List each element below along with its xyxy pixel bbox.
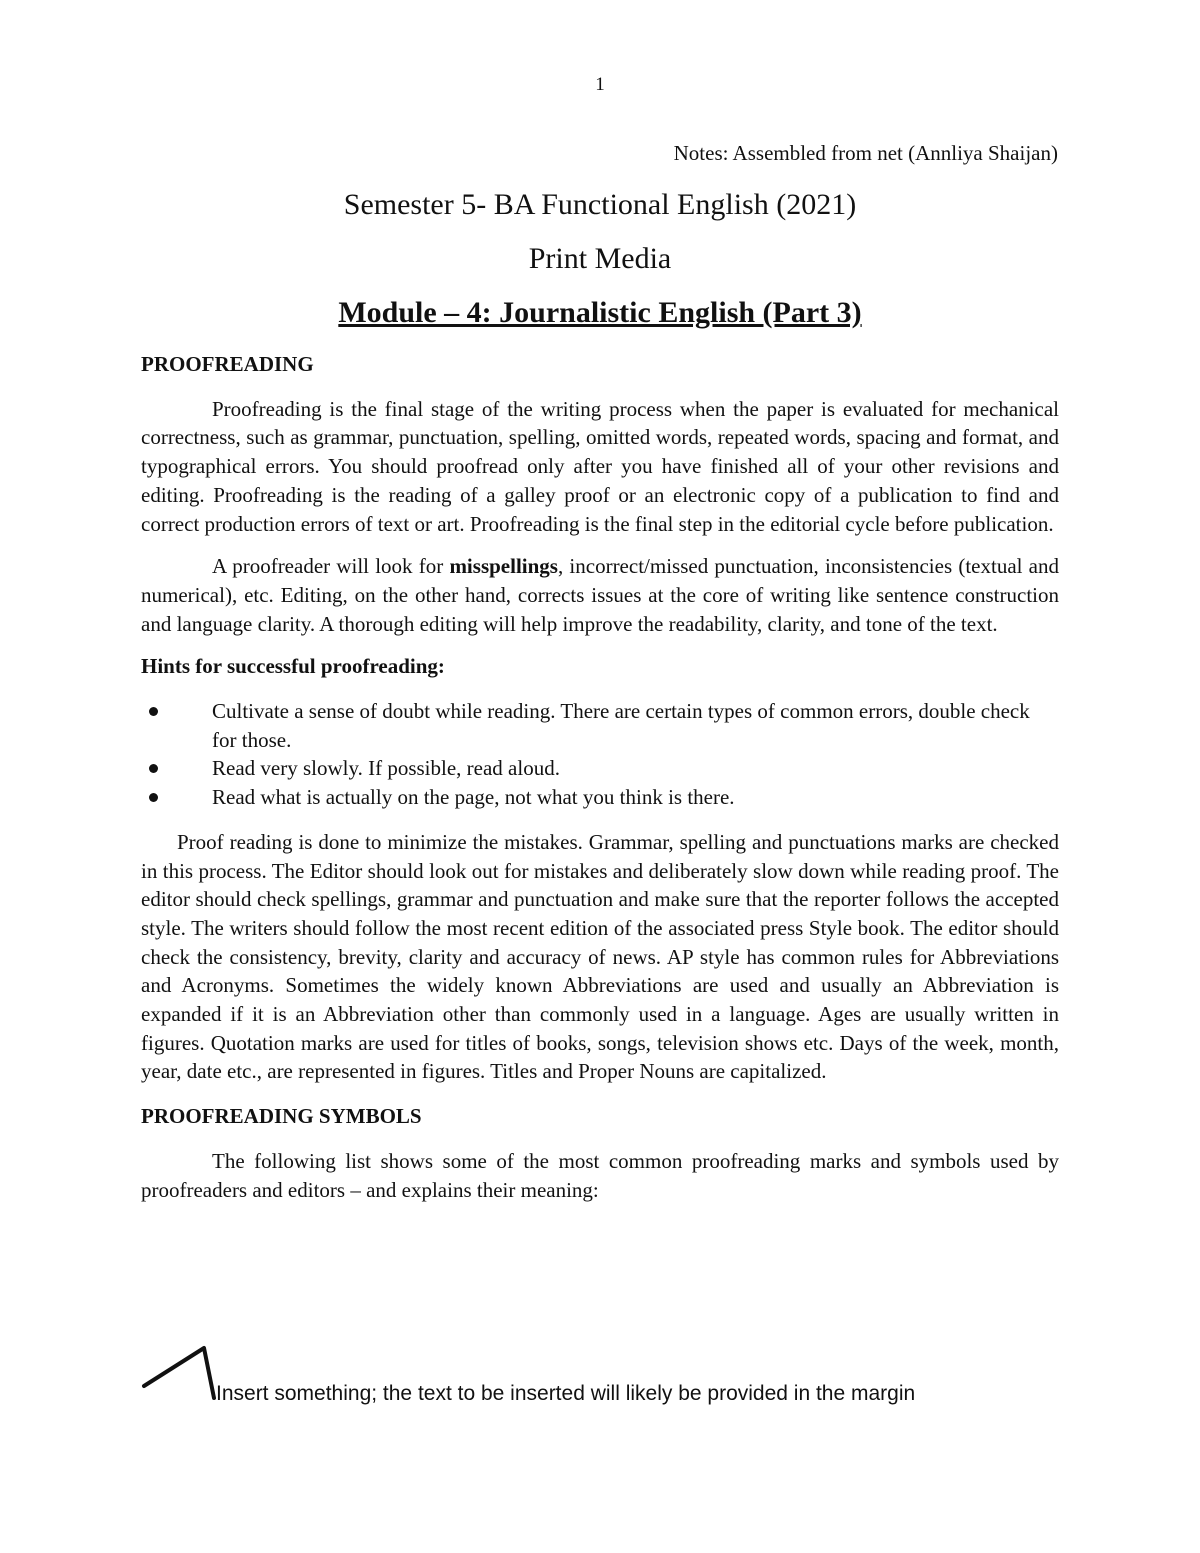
hints-heading: Hints for successful proofreading: <box>141 654 445 679</box>
section-heading-symbols: PROOFREADING SYMBOLS <box>141 1104 422 1129</box>
paragraph-definition: Proofreading is the final stage of the writing process when the paper is evaluated for mechanical correctness, such as grammar, punctuation, spelling, omitted words, repeated words, spacing and format, and typographical errors. You should proofread only after you have finished all of your other revisions and editing. Proofreading is the reading of a galley proof or an electronic copy of a publication to find and correct production errors of text or art. Proofreading is the final step in the editorial cycle before publication. <box>141 396 1059 536</box>
list-item: Cultivate a sense of doubt while reading. There are certain types of common errors, double check for those. <box>141 697 1059 754</box>
paragraph-proofreader-start: A proofreader will look for <box>212 554 450 579</box>
main-body <box>141 350 1059 1204</box>
insert-symbol-description: Insert something; the text to be inserted will likely be provided in the margin <box>216 1382 916 1405</box>
page-number: 1 <box>595 74 605 95</box>
title-module: Module – 4: Journalistic English (Part 3) <box>338 296 862 329</box>
paragraph-symbols-intro: The following list shows some of the most common proofreading marks and symbols used by proofreaders and editors – and explains their meaning: <box>141 1148 1059 1202</box>
list-item: Read very slowly. If possible, read aloud. <box>141 754 1059 783</box>
bullet-icon <box>149 764 158 773</box>
paragraph-proof-reading: Proof reading is done to minimize the mistakes. Grammar, spelling and punctuations marks are checked in this process. The Editor should look out for mistakes and deliberately slow down while reading proof. The editor should check spellings, grammar and punctuation and make sure that the reporter follows the accepted style. The writers should follow the most recent edition of the associated press Style book. The editor should check the consistency, brevity, clarity and accuracy of news. AP style has common rules for Abbreviations and Acronyms. Sometimes the widely known Abbreviations are used and usually an Abbreviation is expanded if it is an Abbreviation other than commonly used in a language. Ages are usually written in figures. Quotation marks are used for titles of books, songs, television shows etc. Days of the week, month, year, date etc., are represented in figures. Titles and Proper Nouns are capitalized. <box>141 829 1059 1084</box>
paragraph-proofreader <box>141 552 1059 638</box>
list-item: Read what is actually on the page, not what you think is there. <box>141 783 1059 812</box>
section-heading-proofreading: PROOFREADING <box>141 352 314 376</box>
bullet-icon <box>149 707 158 716</box>
notes-attribution: Notes: Assembled from net (Annliya Shaijan) <box>673 141 1058 165</box>
insert-symbol-row <box>140 1340 1040 1420</box>
keyword-misspellings: misspellings <box>449 554 558 579</box>
bullet-icon <box>149 793 158 802</box>
title-semester: Semester 5- BA Functional English (2021) <box>343 188 857 221</box>
hints-list <box>141 697 1059 812</box>
title-print-media: Print Media <box>528 242 672 275</box>
paragraph-proofreader-rest: , incorrect/missed punctuation, inconsistencies (textual and numerical), etc. Editing, on the other hand, corrects issues at the core of writing like sentence construction and language clarity. A thorough editing will help improve the readability, clarity, and tone of the text. <box>141 554 1059 636</box>
caret-insert-icon <box>140 1340 230 1420</box>
